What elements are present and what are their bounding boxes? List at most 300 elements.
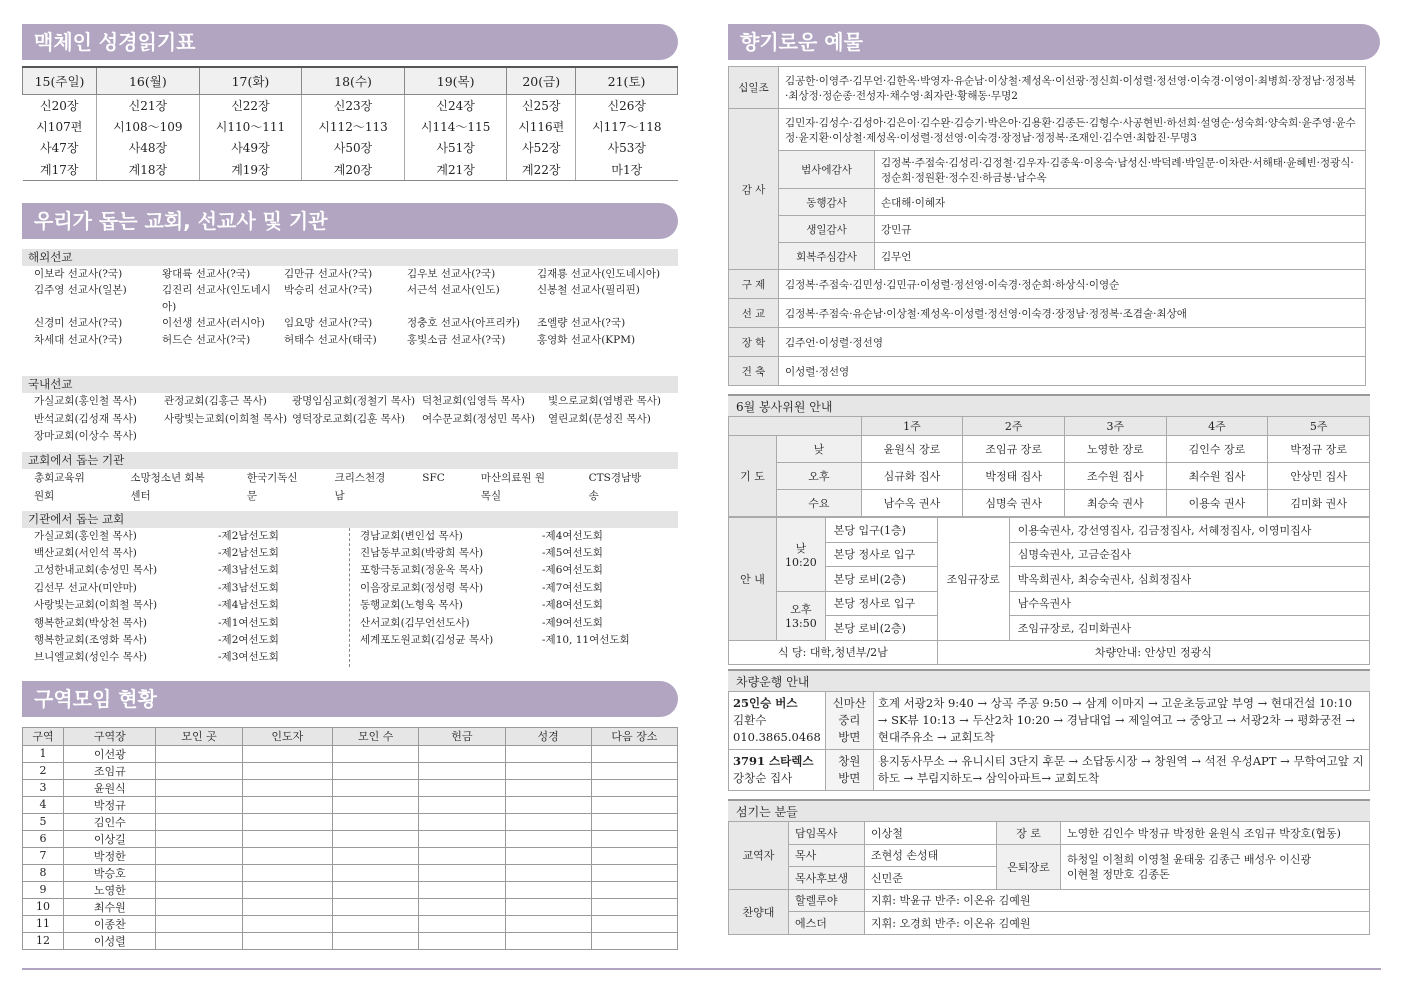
table-row (23, 864, 678, 881)
servers-title: 섬기는 분들 (728, 799, 1370, 821)
offering-table (728, 66, 1366, 386)
missionary: 홍영화 선교사(KPM) (537, 333, 636, 346)
missionary: 김진리 선교사(인도네시아) (162, 284, 271, 313)
empty-cell (505, 830, 591, 847)
church: 장마교회(이상수 목사) (34, 430, 137, 442)
inst-row (34, 632, 349, 649)
empty-cell (242, 932, 332, 949)
names: 이현철 정만호 김종돈 (1067, 867, 1170, 881)
bus-name: 25인승 버스 (733, 696, 798, 710)
volunteer: 윤원식 장로 (861, 436, 963, 463)
empty-cell (505, 932, 591, 949)
group: -제6여선도회 (542, 564, 603, 577)
day-header: 15(주일) (23, 67, 97, 94)
group-number: 6 (23, 830, 64, 847)
place: 본당 정사로 입구 (825, 542, 937, 567)
group-number: 2 (23, 762, 64, 779)
reading-cell: 계18장 (97, 159, 200, 181)
missionary: 홍빛소금 선교사(?국) (407, 333, 506, 346)
empty-cell (242, 847, 332, 864)
car-table (728, 691, 1370, 791)
missionary: 허태수 선교사(태국) (284, 333, 377, 346)
group: -제3여선도회 (218, 651, 279, 664)
table-row (23, 915, 678, 932)
reading-table (22, 66, 678, 181)
week-header: 3주 (1064, 417, 1166, 436)
church: 덕천교회(임영득 목사) (422, 395, 525, 407)
inst-row (360, 562, 670, 579)
sub-label: 생일감사 (779, 216, 875, 243)
church: 관정교회(김홍근 목사) (164, 395, 267, 407)
role: 장 로 (997, 822, 1061, 845)
empty-cell (242, 796, 332, 813)
reading-cell: 신22장 (199, 94, 302, 116)
group: -제2남선도회 (218, 529, 279, 542)
volunteer: 심명숙 권사 (963, 490, 1065, 517)
empty-cell (156, 847, 242, 864)
church: 영덕장로교회(김훈 목사) (292, 412, 405, 425)
empty-cell (333, 847, 419, 864)
names: 지휘: 박윤규 반주: 이온유 김예원 (865, 889, 1370, 912)
empty-cell (333, 864, 419, 881)
church: 경남교회(변인섭 목사) (360, 529, 463, 542)
day-header: 21(토) (576, 67, 678, 94)
guide-people: 조임규장로, 김미화권사 (1009, 616, 1369, 641)
empty-cell (156, 915, 242, 932)
org: 한국기독신문 (246, 471, 298, 502)
table-row (23, 898, 678, 915)
group-header: 구역장 (64, 727, 156, 745)
group-leader: 이종찬 (64, 915, 156, 932)
empty-cell (419, 745, 505, 762)
church: 행복한교회(박상천 목사) (34, 616, 147, 629)
sub-label: 동행감사 (779, 189, 875, 216)
empty-cell (591, 796, 677, 813)
inst-row (34, 562, 349, 579)
reading-cell: 시114～115 (404, 116, 507, 138)
group: -제9여선도회 (542, 616, 603, 629)
names: 조현성 손성태 (865, 844, 997, 867)
church: 행복한교회(조영화 목사) (34, 633, 147, 646)
thanks-label: 감 사 (729, 109, 779, 270)
reading-cell: 사48장 (97, 137, 200, 159)
group-leader: 김인수 (64, 813, 156, 830)
empty-cell (156, 796, 242, 813)
empty-cell (156, 830, 242, 847)
reading-cell: 시108～109 (97, 116, 200, 138)
empty-cell (505, 881, 591, 898)
church: 동행교회(노형욱 목사) (360, 599, 463, 612)
reading-cell: 사53장 (576, 137, 678, 159)
volunteer: 안상민 집사 (1268, 463, 1370, 490)
overseas-list (22, 266, 678, 349)
missionary: 이보라 선교사(?국) (34, 267, 123, 280)
inst-list (22, 528, 678, 667)
empty-cell (591, 881, 677, 898)
table-row (23, 847, 678, 864)
empty-cell (505, 762, 591, 779)
empty-cell (156, 779, 242, 796)
empty-cell (419, 864, 505, 881)
empty-cell (505, 915, 591, 932)
empty-cell (591, 898, 677, 915)
volunteer: 최승숙 권사 (1064, 490, 1166, 517)
empty-cell (333, 813, 419, 830)
empty-cell (242, 813, 332, 830)
empty-cell (419, 847, 505, 864)
place: 본당 로비(2층) (825, 616, 937, 641)
inst-row (360, 580, 670, 597)
empty-cell (591, 762, 677, 779)
group: -제2여선도회 (218, 633, 279, 646)
missionary: 차세대 선교사(?국) (34, 333, 123, 346)
support-title: 우리가 돕는 교회, 선교사 및 기관 (22, 203, 678, 239)
missionary: 임요망 선교사(?국) (284, 317, 373, 329)
inst-row (360, 528, 670, 545)
sub-names: 손대해·이혜자 (875, 189, 1366, 216)
empty-cell (591, 830, 677, 847)
empty-cell (505, 898, 591, 915)
orgs-label: 교회에서 돕는 기관 (22, 452, 678, 469)
group-number: 9 (23, 881, 64, 898)
driver: 김환수 (733, 713, 767, 727)
empty-cell (242, 881, 332, 898)
guide-label: 안 내 (729, 518, 777, 641)
reading-cell: 신26장 (576, 94, 678, 116)
inst-label: 기관에서 돕는 교회 (22, 511, 678, 528)
group-header: 구역 (23, 727, 64, 745)
reading-cell: 사51장 (404, 137, 507, 159)
empty-cell (419, 881, 505, 898)
church: 산서교회(김무언선도사) (360, 616, 470, 629)
place: 본당 정사로 입구 (825, 591, 937, 616)
group: -제3남선도회 (218, 581, 279, 594)
church: 가실교회(홍인철 목사) (34, 395, 137, 407)
other-names: 김정복·주점숙·김민성·김민규·이성렬·정선영·이숙경·정순희·하상식·이영순 (779, 270, 1366, 299)
empty-cell (505, 847, 591, 864)
names: 지휘: 오경희 반주: 이온유 김예원 (865, 912, 1370, 935)
table-row (23, 830, 678, 847)
group-header: 모인 곳 (156, 727, 242, 745)
reading-cell: 사49장 (199, 137, 302, 159)
dir: 창원 (838, 754, 861, 768)
other-label: 건 축 (729, 357, 779, 386)
tithe-names: 김공한·이영주·김무언·김한옥·박영자·유순남·이상철·제성옥·이선광·정신희·이성렬·정선영·이숙경·이영이·최병희·장정남·정정복·최상정·정순종·전성자·채수영·최자란·황해동·무명2 (779, 67, 1366, 109)
inst-row (360, 632, 670, 649)
reading-cell: 신24장 (404, 94, 507, 116)
choir-label: 찬양대 (729, 889, 789, 934)
left-column (22, 0, 678, 950)
org: 소망청소년 회복센터 (130, 471, 205, 502)
empty-cell (242, 762, 332, 779)
group-number: 8 (23, 864, 64, 881)
inst-row (34, 545, 349, 562)
empty-cell (242, 898, 332, 915)
offering-title: 향기로운 예물 (728, 24, 1380, 60)
missionary: 서근석 선교사(인도) (407, 284, 500, 296)
empty-cell (156, 932, 242, 949)
group-header: 다음 장소 (591, 727, 677, 745)
domestic-label: 국내선교 (22, 376, 678, 393)
group: -제3남선도회 (218, 564, 279, 577)
inst-row (34, 615, 349, 632)
empty-cell (591, 813, 677, 830)
empty-cell (419, 796, 505, 813)
missionary: 김우보 선교사(?국) (407, 267, 496, 280)
inst-row (34, 528, 349, 545)
dir: 신마산 (832, 696, 866, 710)
thanks-names: 김민자·김성수·김성아·김은이·김수완·김승기·박은아·김용환·김종든·김형수·사공현빈·하선희·설영순·성숙희·양숙희·윤주영·윤수정·윤지환·이상철·제성옥·이성렬·정선영·이숙경·장정남·정정복·조재인·김수연·최합진·무명3 (779, 109, 1366, 151)
role: 담임목사 (789, 822, 865, 845)
time: 10:20 (785, 555, 817, 569)
group: -제1여선도회 (218, 616, 279, 629)
service-title: 6월 봉사위원 안내 (728, 394, 1370, 416)
empty-cell (333, 898, 419, 915)
sub-label: 범사에감사 (779, 151, 875, 189)
group-leader: 이성렬 (64, 932, 156, 949)
table-row (23, 745, 678, 762)
reading-cell: 시112～113 (302, 116, 405, 138)
empty-cell (505, 813, 591, 830)
group-leader: 박정한 (64, 847, 156, 864)
inst-row (360, 597, 670, 614)
phone: 010.3865.0468 (733, 730, 821, 744)
empty-cell (591, 847, 677, 864)
missionary: 신경미 선교사(?국) (34, 317, 123, 329)
group-leader: 박승호 (64, 864, 156, 881)
inst-row (34, 580, 349, 597)
service-table (728, 416, 1370, 517)
group-number: 5 (23, 813, 64, 830)
org: 크리스천경남 (334, 471, 386, 502)
day-header: 20(금) (507, 67, 576, 94)
volunteer: 최수원 집사 (1166, 463, 1268, 490)
parking: 차량안내: 안상민 정광식 (937, 640, 1369, 665)
sub-names: 김정복·주점숙·김성리·김정철·김우자·김종욱·이옹숙·남성신·박덕례·박일문·이차란·서해태·윤혜빈·정광식·정순희·정원환·정수진·하금봉·남수옥 (875, 151, 1366, 189)
church: 빛으로교회(염병관 목사) (548, 395, 661, 407)
group: -제5여선도회 (542, 546, 603, 559)
reading-cell: 신25장 (507, 94, 576, 116)
orgs-list (22, 469, 678, 505)
dir: 중리 (838, 713, 861, 727)
other-label: 장 학 (729, 328, 779, 357)
volunteer: 이용숙 권사 (1166, 490, 1268, 517)
place: 본당 로비(2층) (825, 567, 937, 592)
empty-cell (505, 864, 591, 881)
group-table (22, 727, 678, 950)
route: 호계 서광2차 9:40 → 상곡 주공 9:50 → 삼계 이마지 → 고운초등교앞 부영 → 현대건설 10:10 → SK뷰 10:13 → 두산2차 10:20 → 경남대업 → 제일여고 → 중앙고 → 서광2차 → 평화궁전 → 현대주유소 → 교회도착 (873, 692, 1369, 750)
church: 사랑빛는교회(이희철 목사) (34, 599, 158, 612)
role: 에스더 (789, 912, 865, 935)
missionary: 김재룡 선교사(인도네시아) (537, 267, 661, 280)
sub-names: 강민규 (875, 216, 1366, 243)
church: 열린교회(문성진 목사) (548, 412, 651, 425)
empty-cell (333, 745, 419, 762)
church: 이음장로교회(정성령 목사) (360, 581, 484, 594)
week-header: 2주 (963, 417, 1065, 436)
reading-cell: 마1장 (576, 159, 678, 181)
table-row (23, 932, 678, 949)
group: -제8여선도회 (542, 599, 603, 612)
week-header: 5주 (1268, 417, 1370, 436)
group-number: 11 (23, 915, 64, 932)
day-header: 18(수) (302, 67, 405, 94)
volunteer: 김미화 권사 (1268, 490, 1370, 517)
org: SFC (422, 471, 445, 484)
reading-cell: 계17장 (23, 159, 97, 181)
volunteer: 박정규 장로 (1268, 436, 1370, 463)
week-header: 1주 (861, 417, 963, 436)
group-leader: 이선광 (64, 745, 156, 762)
volunteer: 조임규 장로 (963, 436, 1065, 463)
inst-row (360, 545, 670, 562)
role: 할렐루야 (789, 889, 865, 912)
other-names: 김주언·이성렬·정선영 (779, 328, 1366, 357)
empty-cell (242, 779, 332, 796)
dir: 방면 (838, 730, 861, 744)
church: 반석교회(김성재 목사) (34, 412, 137, 425)
overseas-label: 해외선교 (22, 249, 678, 266)
missionary: 허드슨 선교사(?국) (162, 333, 251, 346)
names: 하청일 이철희 이영철 윤태웅 김종근 배성우 이신광 (1067, 852, 1312, 866)
day-header: 16(월) (97, 67, 200, 94)
empty-cell (505, 745, 591, 762)
group-leader: 노영한 (64, 881, 156, 898)
church: 사랑빛는교회(이희철 목사) (164, 412, 288, 425)
car-title: 차량운행 안내 (728, 669, 1370, 691)
table-row (23, 779, 678, 796)
names: 신민준 (865, 867, 997, 890)
empty-cell (156, 745, 242, 762)
church: 백산교회(서인석 목사) (34, 546, 137, 559)
volunteer: 노영한 장로 (1064, 436, 1166, 463)
reading-cell: 계19장 (199, 159, 302, 181)
time-pm (777, 591, 826, 640)
reading-title: 맥체인 성경읽기표 (22, 24, 678, 60)
church: 포항극동교회(정윤옥 목사) (360, 564, 484, 577)
group-leader: 이상길 (64, 830, 156, 847)
role: 목사 (789, 844, 865, 867)
group-header: 헌금 (419, 727, 505, 745)
missionary: 이선생 선교사(러시아) (162, 317, 265, 329)
group-leader: 최수원 (64, 898, 156, 915)
reading-cell: 사47장 (40, 141, 79, 156)
table-row (23, 881, 678, 898)
missionary: 신봉철 선교사(필리핀) (537, 284, 640, 296)
inst-row (360, 615, 670, 632)
empty-cell (333, 881, 419, 898)
empty-cell (156, 813, 242, 830)
reading-cell: 시107편 (36, 119, 83, 134)
reading-cell: 계20장 (302, 159, 405, 181)
inst-row (34, 597, 349, 614)
edu-label: 교역자 (729, 822, 789, 890)
missionary: 조엘량 선교사(?국) (537, 317, 626, 329)
empty-cell (156, 864, 242, 881)
volunteer: 조수원 집사 (1064, 463, 1166, 490)
guide-people: 박옥희권사, 최승숙권사, 심희정집사 (1009, 567, 1369, 592)
time-label: 낮 (777, 436, 862, 463)
empty-cell (333, 762, 419, 779)
group-leader: 조임규 (64, 762, 156, 779)
empty-cell (505, 779, 591, 796)
church: 김선무 선교사(미얀마) (34, 581, 137, 594)
org: CTS경남방송 (588, 471, 642, 502)
reading-cell: 신20장 (40, 98, 79, 113)
dir: 방면 (838, 771, 861, 785)
church: 세계포도원교회(김성균 목사) (360, 633, 494, 646)
empty-cell (333, 915, 419, 932)
org: 마산의료원 원목실 (480, 471, 545, 502)
other-names: 이성렬·정선영 (779, 357, 1366, 386)
empty-cell (333, 779, 419, 796)
domestic-list (22, 393, 678, 446)
missionary: 박승리 선교사(?국) (284, 284, 373, 296)
time: 낮 (795, 541, 807, 555)
reading-cell: 신21장 (97, 94, 200, 116)
empty-cell (156, 898, 242, 915)
other-names: 김정복·주점숙·유순남·이상철·제성옥·이성렬·정선영·이숙경·장정남·정정복·조겸술·최상애 (779, 299, 1366, 328)
empty-cell (419, 762, 505, 779)
day-header: 19(목) (404, 67, 507, 94)
time-label: 수요 (777, 490, 862, 517)
empty-cell (419, 830, 505, 847)
week-header: 4주 (1166, 417, 1268, 436)
time-label: 오후 (777, 463, 862, 490)
missionary: 정충호 선교사(아프리카) (407, 317, 520, 329)
time: 오후 (790, 603, 812, 616)
church: 진남동부교회(박광희 목사) (360, 546, 484, 559)
empty-cell (242, 915, 332, 932)
meal: 식 당: 대학,청년부/2남 (729, 640, 938, 665)
role: 목사후보생 (789, 867, 865, 890)
reading-cell: 시116편 (507, 116, 576, 138)
guide-people: 심명숙권사, 고금순집사 (1009, 542, 1369, 567)
other-label: 선 교 (729, 299, 779, 328)
group-number: 1 (23, 745, 64, 762)
empty-cell (333, 796, 419, 813)
reading-cell: 시110～111 (199, 116, 302, 138)
group-number: 12 (23, 932, 64, 949)
guide-people: 이용숙권사, 강선영집사, 김금정집사, 서혜정집사, 이영미집사 (1009, 518, 1369, 543)
church: 가실교회(홍인철 목사) (34, 529, 137, 542)
other-label: 구 제 (729, 270, 779, 299)
reading-cell: 계21장 (404, 159, 507, 181)
day-header: 17(화) (199, 67, 302, 94)
table-row (23, 813, 678, 830)
empty-cell (419, 932, 505, 949)
empty-cell (156, 762, 242, 779)
empty-cell (419, 779, 505, 796)
time: 13:50 (785, 617, 817, 630)
volunteer: 김인수 장로 (1166, 436, 1268, 463)
role: 은퇴장로 (997, 844, 1061, 889)
right-column (728, 0, 1380, 935)
group-title: 구역모임 현황 (22, 681, 678, 717)
group: -제2남선도회 (218, 546, 279, 559)
empty-cell (419, 813, 505, 830)
names: 이상철 (865, 822, 997, 845)
sub-names: 김무언 (875, 243, 1366, 270)
table-row (23, 796, 678, 813)
church: 여수문교회(정성민 목사) (422, 412, 535, 425)
place: 본당 입구(1층) (825, 518, 937, 543)
church: 광명임심교회(정철기 목사) (292, 395, 416, 407)
empty-cell (591, 779, 677, 796)
group-leader: 윤원식 (64, 779, 156, 796)
prayer-label: 기 도 (729, 436, 777, 517)
empty-cell (591, 864, 677, 881)
